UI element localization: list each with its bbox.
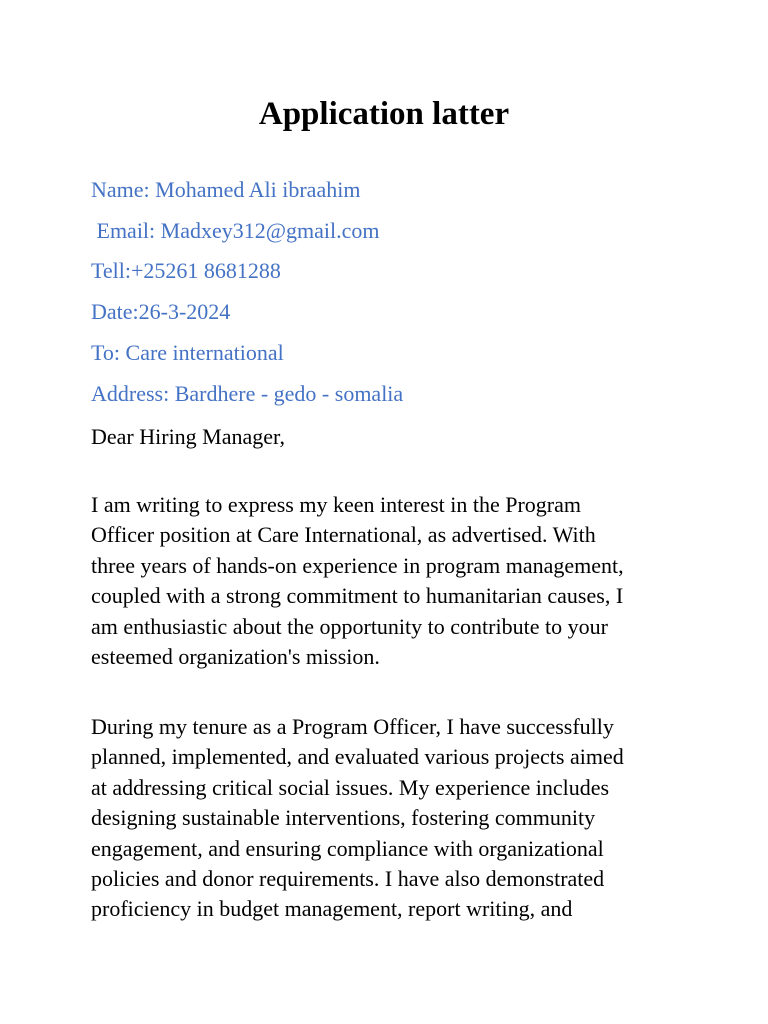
paragraph-line: During my tenure as a Program Officer, I have successfully	[91, 714, 614, 739]
contact-address: Address: Bardhere - gedo - somalia	[91, 381, 404, 406]
paragraph-line: designing sustainable interventions, fostering community	[91, 805, 596, 831]
paragraph-line: coupled with a strong commitment to humanitarian causes, I	[91, 583, 624, 609]
paragraph-line: three years of hands-on experience in program management,	[91, 552, 624, 578]
paragraph-line: proficiency in budget management, report writing, and	[91, 896, 573, 922]
document-title: Application latter	[258, 96, 510, 132]
paragraph-line: I am writing to express my keen interest in the Program	[91, 492, 581, 517]
paragraph-line: at addressing critical social issues. My experience includes	[91, 774, 610, 800]
contact-phone: Tell:+25261 8681288	[91, 258, 281, 283]
contact-email: Email: Madxey312@gmail.com	[91, 218, 380, 243]
body-paragraph-2	[91, 712, 691, 925]
salutation: Dear Hiring Manager,	[91, 424, 285, 449]
contact-date: Date:26-3-2024	[91, 299, 231, 324]
paragraph-line: Officer position at Care International, as advertised. With	[91, 522, 596, 548]
body-paragraph-1	[91, 490, 691, 672]
paragraph-line: am enthusiastic about the opportunity to contribute to your	[91, 613, 608, 639]
paragraph-line: planned, implemented, and evaluated various projects aimed	[91, 744, 624, 770]
contact-name: Name: Mohamed Ali ibraahim	[91, 177, 361, 202]
paragraph-line: engagement, and ensuring compliance with organizational	[91, 835, 604, 861]
contact-recipient: To: Care international	[91, 340, 284, 365]
paragraph-line: esteemed organization's mission.	[91, 644, 380, 670]
paragraph-line: policies and donor requirements. I have also demonstrated	[91, 866, 605, 892]
